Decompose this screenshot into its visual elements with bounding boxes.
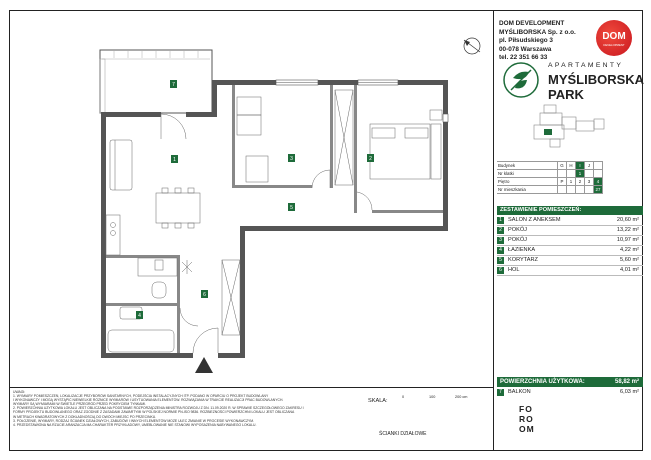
room-label-5: 5 <box>290 205 293 211</box>
room-area: 4,22 m² <box>620 247 639 253</box>
location-cell: 2 <box>576 178 585 186</box>
location-table <box>497 161 603 194</box>
location-label: Nr klatki <box>497 170 558 178</box>
location-cell <box>585 186 594 194</box>
exterior-walls <box>101 80 448 358</box>
note-line: 4. PRZEDSTAWIONA NA RZUCIE ARANŻACJA MA CHARAKTER PRZYKŁADOWY, UMEBLOWANIE NIE STANOWI WYPOSAŻENIA NABYWANEGO LOKALU. <box>13 422 257 427</box>
foroom-line: FO <box>519 404 533 414</box>
note-line: WYMIARY SĄ WYMIARAMI W ŚWIETLE PRZEGRÓD PRZED POKRYCIEM TYNKAMI. <box>13 402 147 407</box>
location-row-floor <box>497 178 603 186</box>
room-row <box>497 256 643 265</box>
room-name: ŁAZIENKA <box>508 247 536 253</box>
brand-line-1: APARTAMENTY <box>548 62 624 69</box>
room-number: 1 <box>497 217 504 224</box>
doors <box>161 114 372 353</box>
building-key-plan <box>530 103 622 153</box>
furniture <box>106 97 442 352</box>
dom-logo <box>596 20 632 56</box>
room-area: 4,01 m² <box>620 267 639 273</box>
entrance-arrow <box>195 357 213 373</box>
foroom-logo <box>519 404 549 434</box>
note-line: UWAGI: <box>13 390 26 394</box>
scale-label: SKALA: <box>368 398 388 404</box>
park-leaf-logo-icon <box>499 60 543 100</box>
room-divider <box>497 245 643 246</box>
developer-street: pl. Piłsudskiego 3 <box>499 37 553 45</box>
foroom-line: RO <box>519 414 534 424</box>
location-cell: P <box>558 178 567 186</box>
location-cell <box>567 170 576 178</box>
scale-tick-0: 0 <box>402 395 405 399</box>
note-line: FORMY PROJEKTU BUDOWLANEGO ORAZ ZGODNIE Z ZASADAMI ZAWARTYMI W POLSKIEJ NORMIE PN-ISO 9836. ROZBIEŻNOŚCI POWIERZCHNI LOKALU JEST OBLICZANA <box>13 410 295 415</box>
location-cell: 3 <box>585 178 594 186</box>
brand-line-3: PARK <box>548 87 584 102</box>
room-label-1: 1 <box>173 157 176 163</box>
location-row-stairwell <box>497 170 603 178</box>
location-cell <box>594 162 603 170</box>
wall-legend-label: ŚCIANKI DZIAŁOWE <box>379 431 427 437</box>
room-row <box>497 236 643 245</box>
room-area: 13,22 m² <box>616 227 639 233</box>
room-labels <box>136 80 374 319</box>
room-label-7: 7 <box>172 82 175 88</box>
room-name: HOL <box>508 267 520 273</box>
room-name: POKÓJ <box>508 227 527 233</box>
rooms-header: ZESTAWIENIE POMIESZCZEŃ: <box>497 206 643 215</box>
location-cell: J <box>585 162 594 170</box>
location-cell-active: I <box>576 162 585 170</box>
room-row <box>497 226 643 235</box>
room-row <box>497 216 643 225</box>
scale-tick-200: 200 cm <box>455 395 468 399</box>
room-label-3: 3 <box>290 156 293 162</box>
location-label: Budynek <box>497 162 558 170</box>
room-name: BALKON <box>508 389 531 395</box>
location-cell <box>594 170 603 178</box>
room-divider <box>497 265 643 266</box>
balcony-row <box>497 388 643 397</box>
location-label: Nr mieszkania <box>497 186 558 194</box>
balcony-outline <box>100 50 212 113</box>
location-cell <box>567 186 576 194</box>
note-line: I WYKONAWCZY I MOGĄ WYSTĄPIĆ NIEWIELKIE RÓŻNICE WYMIARÓW I USYTUOWANIA ELEMENTÓW. ROZWIĄZANIA W TRAKCIE REALIZACJI PRAC BUDOWLANYCH. <box>13 398 284 403</box>
room-area: 6,03 m² <box>620 389 639 395</box>
compass-icon <box>464 38 480 54</box>
room-divider <box>497 255 643 256</box>
usable-area-value: 58,82 m² <box>614 379 639 385</box>
room-name: KORYTARZ <box>508 257 538 263</box>
room-area: 20,60 m² <box>616 217 639 223</box>
scale-tick-100: 100 <box>429 395 436 399</box>
room-divider <box>497 275 643 276</box>
notes-divider <box>9 387 494 388</box>
developer-company: MYŚLIBORSKA Sp. z o.o. <box>499 28 576 36</box>
room-number: 2 <box>497 227 504 234</box>
interior-walls <box>106 85 443 353</box>
foroom-line: OM <box>519 424 535 434</box>
windows <box>276 80 448 122</box>
room-divider <box>497 235 643 236</box>
developer-name: DOM DEVELOPMENT <box>499 20 565 27</box>
note-line: 3. POŁOŻENIE, WYMIARY, RODZAJ ŚCIANEK DZIAŁOWYCH, ZABUDÓW I INNYCH ELEMENTÓW MOŻE ULEC ZMIANIE W PROCESIE WYKONAWCZYM. <box>13 418 255 423</box>
room-divider <box>497 225 643 226</box>
room-row <box>497 246 643 255</box>
location-cell-active: 4 <box>594 178 603 186</box>
developer-city: 00-078 Warszawa <box>499 45 552 53</box>
room-name: SALON Z ANEKSEM <box>508 217 561 223</box>
location-cell <box>585 170 594 178</box>
balcony-railing <box>102 51 210 59</box>
room-number: 6 <box>497 267 504 274</box>
room-name: POKÓJ <box>508 237 527 243</box>
usable-area-label: POWIERZCHNIA UŻYTKOWA: <box>500 379 585 385</box>
note-line: 2. POWIERZCHNIA UŻYTKOWA LOKALU JEST OBLICZANA NA PODSTAWIE ROZPORZĄDZENIA MINISTRA ROZWOJU Z DN. 11.09.2020 R. W SPRAWIE SZCZEGÓŁOWEGO ZAKRESU I <box>13 406 304 411</box>
note-line: 1. WYMIARY POMIESZCZEŃ, LOKALIZACJE PRZYBORÓW SANITARNYCH, PODEJŚCIA INSTALACYJNYCH ITP. PODANO W OPARCIU O PROJEKT BUDOWLANY <box>13 394 269 399</box>
room-number: 4 <box>497 247 504 254</box>
location-label: Piętro <box>497 178 558 186</box>
developer-info <box>499 20 576 63</box>
location-cell: H <box>567 162 576 170</box>
brand-line-2: MYŚLIBORSKA <box>548 72 645 87</box>
room-area: 10,97 m² <box>616 237 639 243</box>
location-cell <box>558 170 567 178</box>
location-row-building <box>497 162 603 170</box>
note-line: W METRACH KWADRATOWYCH Z DOKŁADNOŚCIĄ DO DWÓCH MIEJSC PO PRZECINKU. <box>13 414 157 419</box>
location-cell: G <box>558 162 567 170</box>
balcony-side <box>100 59 105 113</box>
location-cell: 1 <box>567 178 576 186</box>
location-cell-active: 27 <box>594 186 603 194</box>
room-label-4: 4 <box>138 313 141 319</box>
notes <box>13 390 363 427</box>
room-row <box>497 266 643 275</box>
location-cell <box>558 186 567 194</box>
dom-logo-sub: DEVELOPMENT <box>603 43 625 47</box>
room-label-6: 6 <box>203 292 206 298</box>
usable-area-total <box>497 377 643 387</box>
location-cell <box>576 186 585 194</box>
developer-phone: tel. 22 351 66 33 <box>499 54 548 62</box>
room-label-2: 2 <box>369 156 372 162</box>
room-number: 5 <box>497 257 504 264</box>
room-area: 5,60 m² <box>620 257 639 263</box>
room-number: 3 <box>497 237 504 244</box>
room-number: 7 <box>497 389 504 396</box>
location-row-apartment <box>497 186 603 194</box>
location-cell-active: 1 <box>576 170 585 178</box>
dom-logo-text: DOM <box>602 31 626 42</box>
